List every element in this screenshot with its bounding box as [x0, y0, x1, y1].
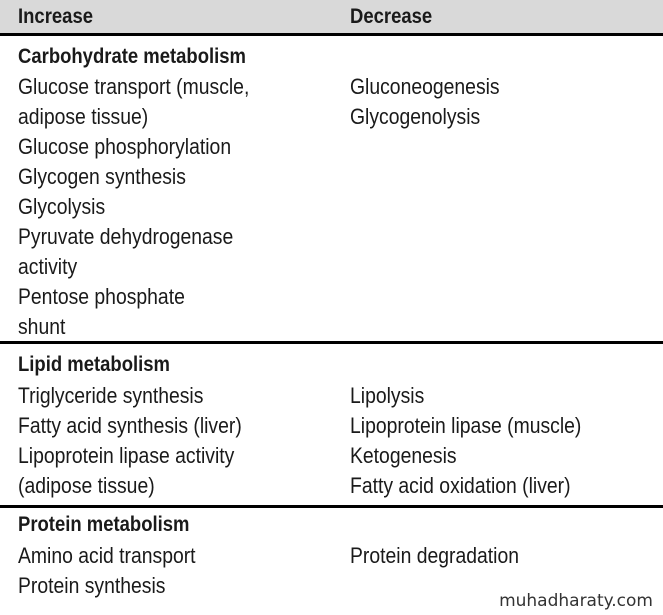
decrease-header: Decrease	[350, 5, 433, 28]
carbohydrate-section-title: Carbohydrate metabolism	[18, 45, 246, 68]
list-item: (adipose tissue)	[18, 473, 155, 498]
list-item: Pentose phosphate	[18, 284, 185, 309]
site-watermark: muhadharaty.com	[499, 591, 653, 611]
list-item: Amino acid transport	[18, 543, 196, 568]
table-header	[0, 0, 663, 36]
list-item: Fatty acid oxidation (liver)	[350, 473, 571, 498]
protein-section-title: Protein metabolism	[18, 513, 190, 536]
list-item: Protein degradation	[350, 543, 519, 568]
list-item: Gluconeogenesis	[350, 74, 500, 99]
lipid-section-title: Lipid metabolism	[18, 353, 170, 376]
protein-increase-list	[18, 541, 196, 601]
list-item: Glycogenolysis	[350, 104, 481, 129]
list-item: Lipoprotein lipase activity	[18, 443, 235, 468]
list-item: Lipoprotein lipase (muscle)	[350, 413, 582, 438]
carbohydrate-decrease-list	[350, 72, 500, 132]
list-item: Protein synthesis	[18, 573, 166, 598]
list-item: Glycogen synthesis	[18, 164, 186, 189]
list-item: Glycolysis	[18, 194, 106, 219]
protein-decrease-list	[350, 541, 519, 571]
list-item: shunt	[18, 314, 66, 339]
lipid-decrease-list	[350, 381, 581, 501]
section-divider	[0, 505, 663, 508]
section-divider	[0, 341, 663, 344]
list-item: Glucose phosphorylation	[18, 134, 232, 159]
list-item: Pyruvate dehydrogenase	[18, 224, 234, 249]
list-item: Lipolysis	[350, 383, 425, 408]
lipid-increase-list	[18, 381, 242, 501]
list-item: Triglyceride synthesis	[18, 383, 204, 408]
list-item: Glucose transport (muscle,	[18, 74, 250, 99]
increase-header: Increase	[18, 5, 94, 28]
list-item: adipose tissue)	[18, 104, 149, 129]
carbohydrate-increase-list	[18, 72, 249, 342]
list-item: Fatty acid synthesis (liver)	[18, 413, 242, 438]
list-item: Ketogenesis	[350, 443, 457, 468]
list-item: activity	[18, 254, 78, 279]
